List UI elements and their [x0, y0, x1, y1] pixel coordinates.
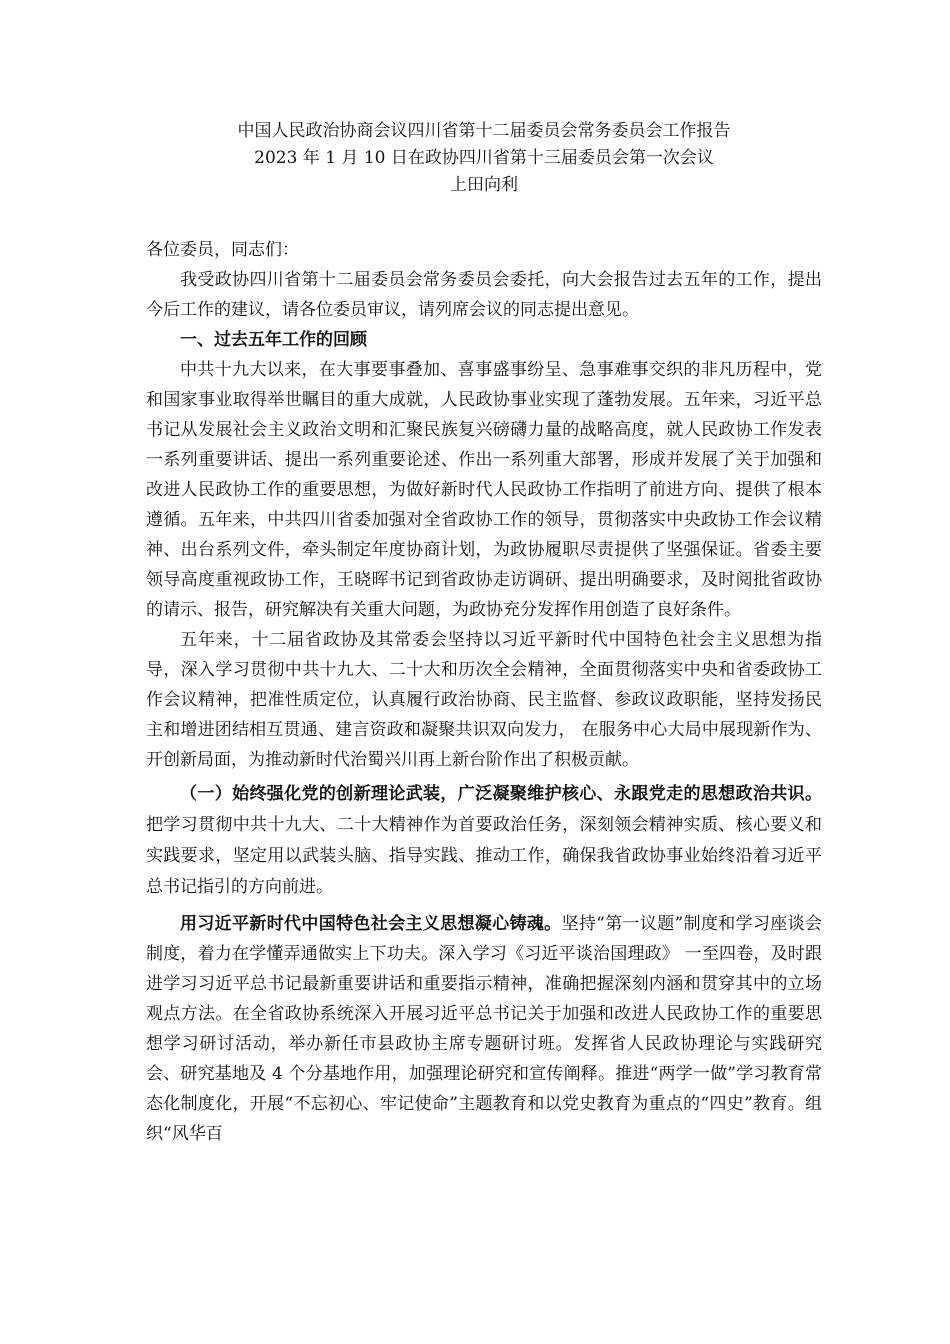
subsection-text: 坚持“第一议题”制度和学习座谈会制度，着力在学懂弄通做实上下功夫。深入学习《习近平谈治国理政》 一至四卷，及时跟进学习习近平总书记最新重要讲话和重要指示精神，准确把握深刻内涵和贯穿其中的立场观点方法。在全省政协系统深入开展习近平总书记关于加强和改进人民政协工作的重要思想学习研讨活动，举办新任市县政协主席专题研讨班。发挥省人民政协理论与实践研究会、研究基地及 4 个分基地作用，加强理论研究和宣传阐释。推进“两学一做”学习教育常态化制度化，开展“不忘初心、牢记使命”主题教育和以党史教育为重点的“四史”教育。组织“风华百 [146, 914, 822, 1144]
intro-paragraph: 我受政协四川省第十二届委员会常务委员会委托，向大会报告过去五年的工作，提出今后工作的建议，请各位委员审议，请列席会议的同志提出意见。 [146, 270, 822, 320]
body-paragraph: 中共十九大以来，在大事要事叠加、喜事盛事纷呈、急事难事交织的非凡历程中，党和国家事业取得举世瞩目的重大成就，人民政协事业实现了蓬勃发展。五年来，习近平总书记从发展社会主义政治文明和汇聚民族复兴磅礴力量的战略高度，就人民政协工作发表一系列重要讲话、提出一系列重要论述、作出一系列重大部署，形成并发展了关于加强和改进人民政协工作的重要思想，为做好新时代人民政协工作指明了前进方向、提供了根本遵循。五年来，中共四川省委加强对全省政协工作的领导，贯彻落实中央政协工作会议精神、出台系列文件，牵头制定年度协商计划，为政协履职尽责提供了坚强保证。省委主要领导高度重视政协工作，王晓晖书记到省政协走访调研、提出明确要求，及时阅批省政协的请示、报告，研究解决有关重大问题，为政协充分发挥作用创造了良好条件。 [146, 360, 822, 620]
body-paragraph: 五年来，十二届省政协及其常委会坚持以习近平新时代中国特色社会主义思想为指导，深入学习贯彻中共十九大、二十大和历次全会精神，全面贯彻落实中央和省委政协工作会议精神，把准性质定位，认真履行政治协商、民主监督、参政议政职能，坚持发扬民主和增进团结相互贯通、建言资政和凝聚共识双向发力， 在服务中心大局中展现新作为、开创新局面，为推动新时代治蜀兴川再上新台阶作出了积极贡献。 [146, 630, 822, 770]
subsection-heading: 用习近平新时代中国特色社会主义思想凝心铸魂。 [180, 914, 562, 934]
report-speaker: 上田向利 [450, 175, 518, 195]
report-header [146, 118, 822, 199]
document-page [146, 118, 822, 1149]
subsection-paragraph [146, 779, 822, 903]
subsection-heading: （一）始终强化党的创新理论武装，广泛凝聚维护核心、永跟党走的思想政治共识。 [180, 784, 822, 804]
section-heading: 一、过去五年工作的回顾 [180, 330, 367, 350]
subsection-text: 把学习贯彻中共十九大、二十大精神作为首要政治任务，深刻领会精神实质、核心要义和实践要求，坚定用以武装头脑、指导实践、推动工作，确保我省政协事业始终沿着习近平总书记指引的方向前进。 [146, 815, 822, 897]
salutation: 各位委员，同志们： [146, 240, 299, 260]
report-title: 中国人民政治协商会议四川省第十二届委员会常务委员会工作报告 [237, 121, 731, 141]
subsection-paragraph [146, 909, 822, 1149]
report-date-line: 2023 年 1 月 10 日在政协四川省第十三届委员会第一次会议 [254, 148, 714, 168]
